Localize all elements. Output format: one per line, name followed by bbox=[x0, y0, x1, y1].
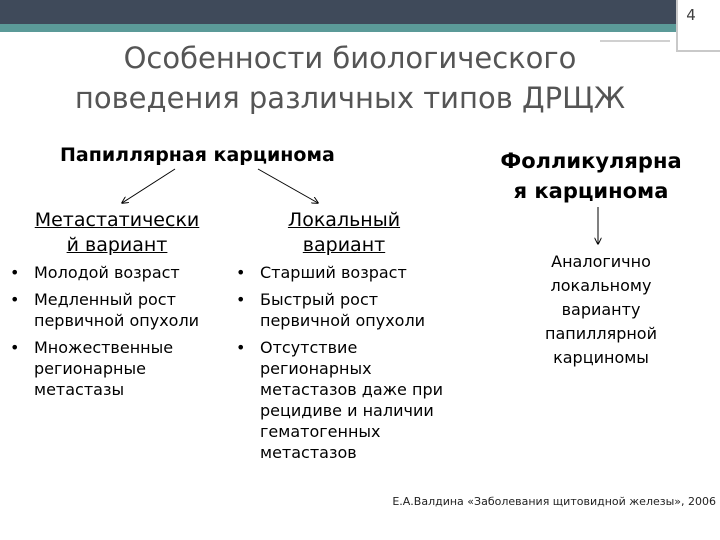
list-item: • Множественные регионарные метастазы bbox=[6, 337, 228, 400]
description-line: варианту bbox=[561, 300, 641, 319]
local-features-list bbox=[232, 262, 464, 469]
list-item: • Молодой возраст bbox=[6, 262, 228, 283]
title-line-1: Особенности биологического bbox=[123, 41, 577, 75]
metastatic-variant-title bbox=[6, 208, 228, 258]
follicular-heading-line-1: Фолликулярна bbox=[500, 149, 682, 173]
follicular-heading bbox=[466, 146, 716, 206]
local-title-line-1: Локальный bbox=[287, 209, 401, 231]
local-variant-title bbox=[258, 208, 430, 258]
slide-title bbox=[40, 38, 660, 118]
description-line: локальному bbox=[550, 276, 652, 295]
top-bar bbox=[0, 0, 720, 24]
list-item: • Медленный рост первичной опухоли bbox=[6, 289, 228, 331]
follicular-description bbox=[496, 250, 706, 370]
list-item: • Быстрый рост первичной опухоли bbox=[232, 289, 464, 331]
top-accent-bar bbox=[0, 24, 720, 32]
metastatic-title-line-1: Метастатически bbox=[34, 209, 200, 231]
title-line-2: поведения различных типов ДРЩЖ bbox=[74, 81, 626, 115]
citation: Е.А.Валдина «Заболевания щитовидной железы», 2006 bbox=[392, 495, 716, 508]
list-item: • Отсутствие регионарных метастазов даже при рецидиве и наличии гематогенных метастазов bbox=[232, 337, 464, 463]
description-line: карциномы bbox=[553, 348, 649, 367]
page-number: 4 bbox=[686, 6, 696, 24]
metastatic-features-list bbox=[6, 262, 228, 406]
description-line: папиллярной bbox=[544, 324, 657, 343]
arrow-to-metastatic bbox=[122, 169, 175, 203]
papillary-heading: Папиллярная карцинома bbox=[60, 144, 335, 166]
description-line: Аналогично bbox=[551, 252, 651, 271]
metastatic-title-line-2: й вариант bbox=[66, 234, 168, 256]
arrow-to-local bbox=[258, 169, 318, 203]
list-item: • Старший возраст bbox=[232, 262, 464, 283]
local-title-line-2: вариант bbox=[302, 234, 386, 256]
follicular-heading-line-2: я карцинома bbox=[513, 179, 669, 203]
